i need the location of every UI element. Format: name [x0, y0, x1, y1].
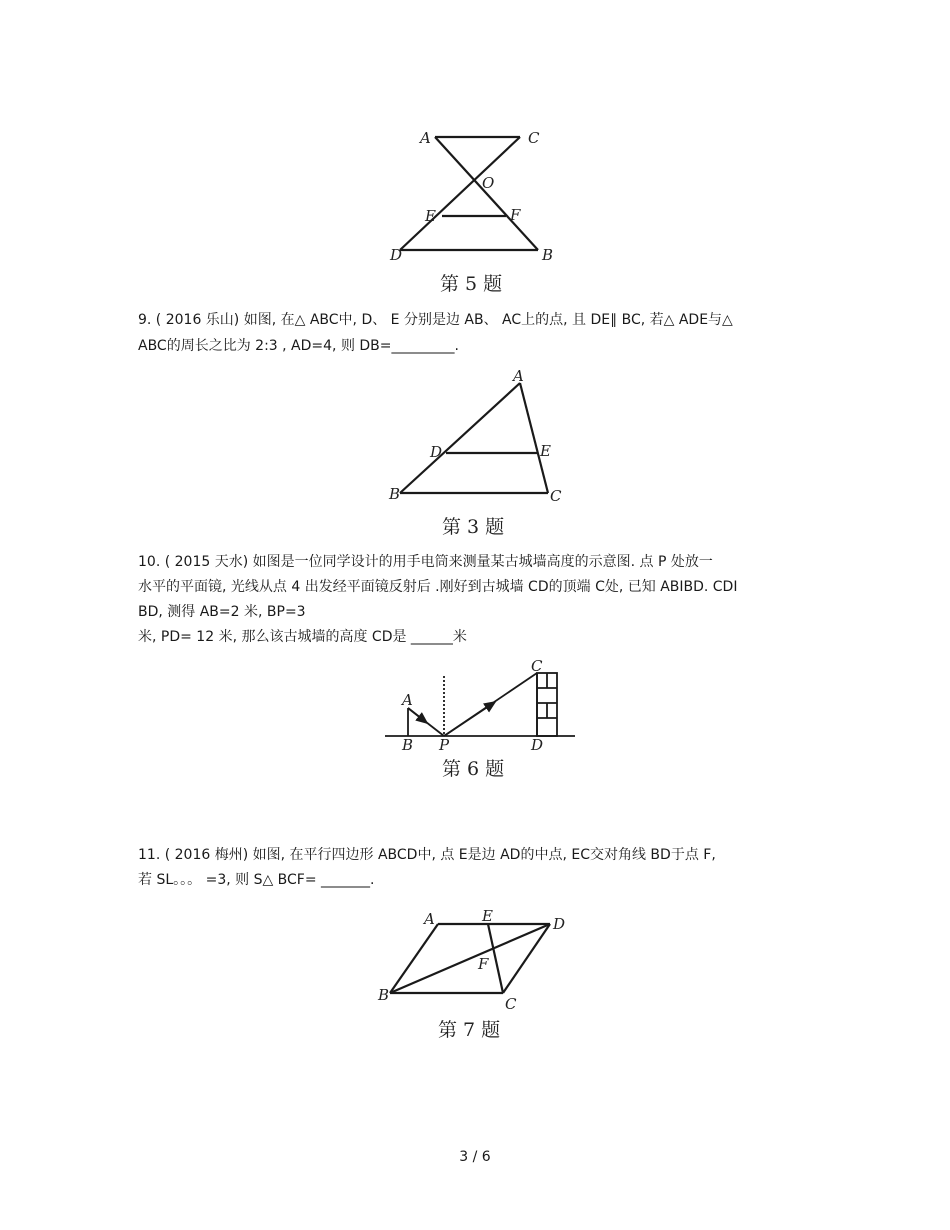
figure-caption: 第 6 题 [442, 758, 505, 780]
point-label-a: A [420, 129, 431, 147]
point-label-c: C [531, 657, 543, 675]
point-label-e: E [540, 442, 551, 460]
point-label-b: B [389, 485, 401, 503]
point-label-c: C [528, 129, 540, 147]
question-10-line-1: 10. ( 2015 天水) 如图是一位同学设计的用手电筒来测量某古城墙高度的示意图. 点 P 处放一 [138, 554, 713, 570]
point-label-e: E [482, 907, 493, 925]
point-label-b: B [402, 736, 414, 754]
question-10-line-4: 米, PD= 12 米, 那么该古城墙的高度 CD是 ______米 [138, 629, 467, 645]
point-label-d: D [531, 736, 544, 754]
point-label-a: A [402, 691, 413, 709]
point-label-c: C [550, 487, 562, 505]
figure-caption: 第 7 题 [438, 1019, 501, 1041]
question-10-line-3: BD, 测得 AB=2 米, BP=3 [138, 604, 306, 620]
point-label-d: D [430, 443, 443, 461]
point-label-a: A [513, 367, 524, 385]
point-label-d: D [390, 246, 403, 264]
point-label-b: B [378, 986, 390, 1004]
point-label-o: O [482, 174, 495, 192]
figure-6 [380, 655, 580, 785]
point-label-d: D [553, 915, 566, 933]
question-9-line-2: ABC的周长之比为 2:3 , AD=4, 则 DB=_________. [138, 338, 459, 354]
question-11-line-1: 11. ( 2016 梅州) 如图, 在平行四边形 ABCD中, 点 E是边 AD的中点, EC交对角线 BD于点 F, [138, 847, 716, 863]
question-9-line-1: 9. ( 2016 乐山) 如图, 在△ ABC中, D、 E 分别是边 AB、 AC上的点, 且 DE∥ BC, 若△ ADE与△ [138, 312, 733, 328]
figure-caption: 第 5 题 [440, 273, 503, 295]
point-label-b: B [542, 246, 554, 264]
page-number: 3 / 6 [459, 1149, 491, 1165]
figure-5 [380, 120, 570, 300]
point-label-f: F [478, 955, 489, 973]
point-label-p: P [439, 736, 450, 754]
point-label-a: A [424, 910, 435, 928]
point-label-c: C [505, 995, 517, 1013]
figure-7 [370, 905, 580, 1045]
point-label-e: E [425, 207, 436, 225]
question-11-line-2: 若 SL。。。 =3, 则 S△ BCF= _______. [138, 872, 375, 888]
figure-3 [380, 365, 580, 545]
figure-caption: 第 3 题 [442, 516, 505, 538]
question-10-line-2: 水平的平面镜, 光线从点 4 出发经平面镜反射后 .刚好到古城墙 CD的顶端 C处, 已知 ABIBD. CDI [138, 579, 738, 595]
point-label-f: F [510, 206, 521, 224]
